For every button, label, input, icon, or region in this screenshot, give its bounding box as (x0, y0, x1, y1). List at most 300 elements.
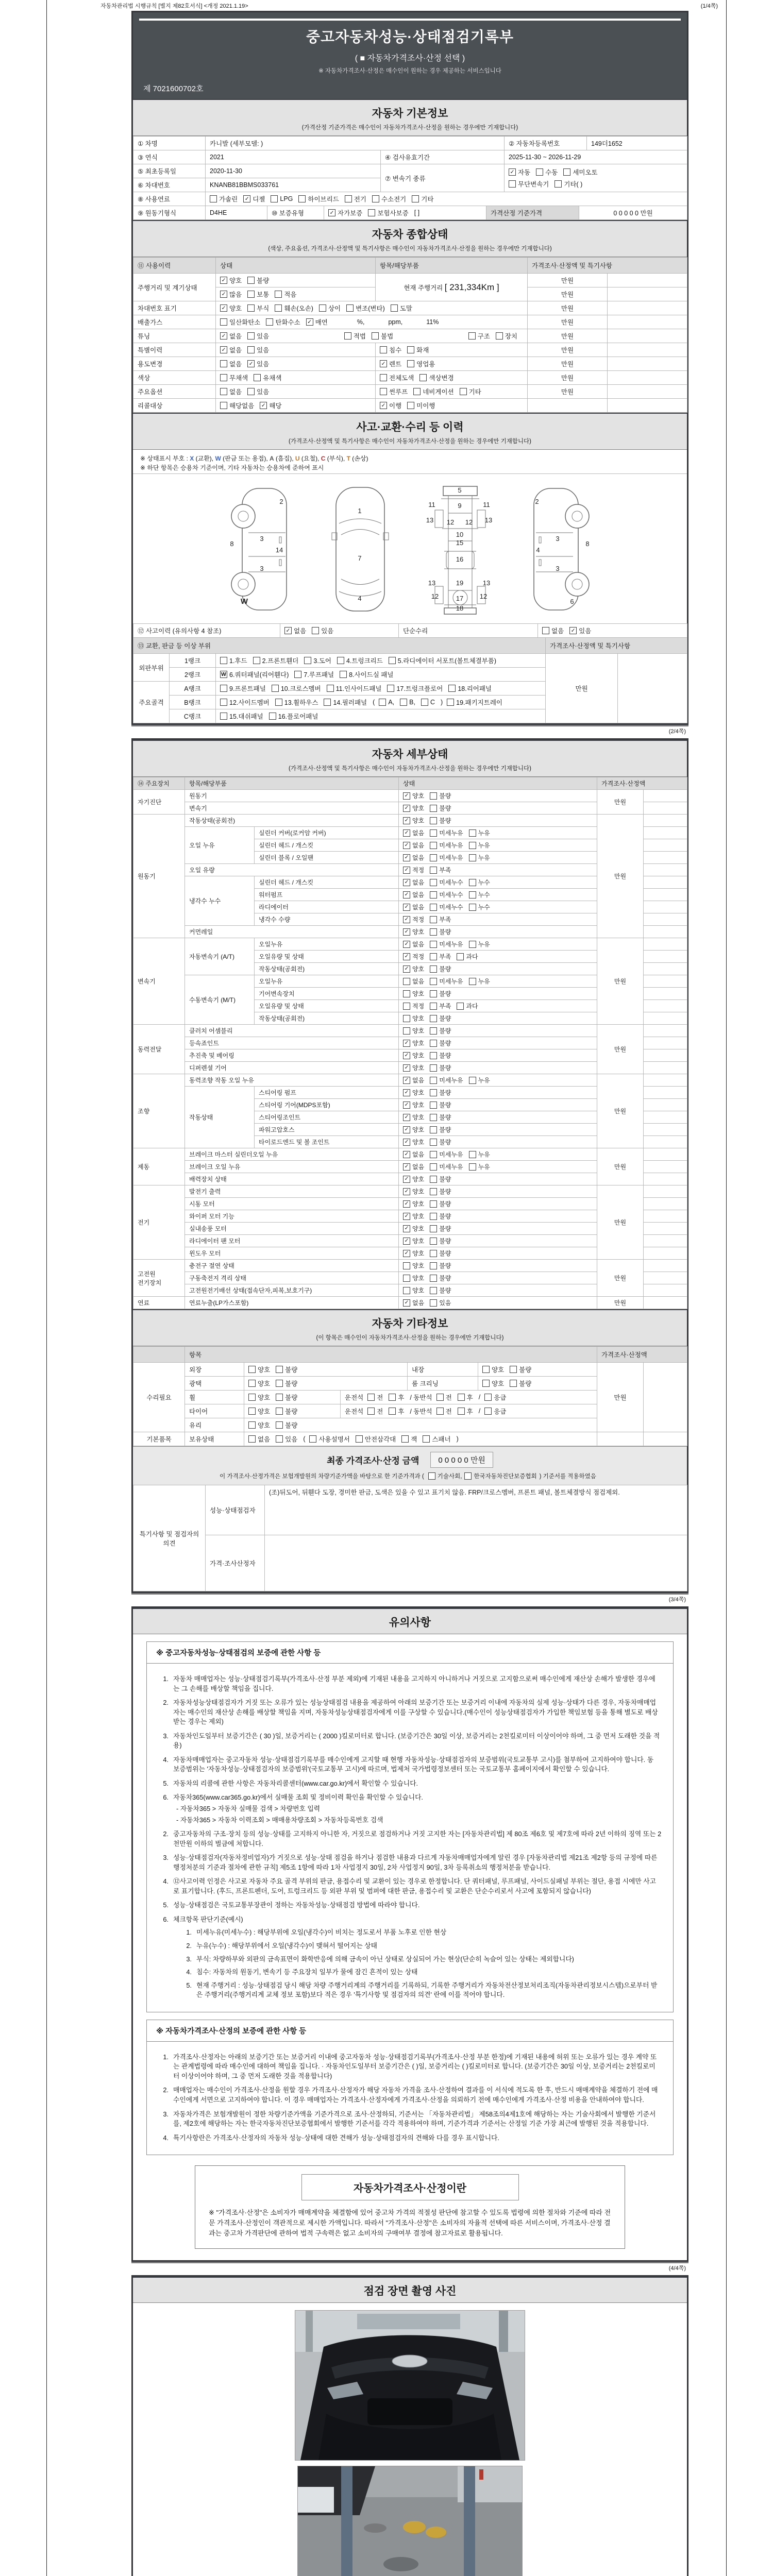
checkbox-box-icon[interactable] (430, 1089, 437, 1096)
checkbox-box-icon[interactable] (448, 685, 456, 692)
checkbox-box-icon[interactable] (469, 842, 476, 849)
checkbox[interactable] (337, 656, 383, 665)
checkbox-box-icon[interactable] (407, 402, 414, 409)
checkbox-checked-icon[interactable]: ✓ (328, 209, 335, 216)
checkbox-checked-icon[interactable]: ✓ (220, 304, 227, 312)
checkbox[interactable] (430, 977, 463, 986)
checkbox-box-icon[interactable] (430, 1027, 437, 1035)
checkbox-box-icon[interactable] (458, 1408, 465, 1415)
checkbox[interactable] (403, 927, 424, 936)
checkbox-box-icon[interactable] (554, 180, 562, 188)
checkbox-box-icon[interactable] (430, 805, 437, 812)
checkbox[interactable] (447, 698, 502, 707)
checkbox[interactable] (220, 670, 289, 679)
checkbox[interactable] (220, 401, 254, 410)
checkbox[interactable] (276, 1434, 297, 1444)
checkbox-checked-icon[interactable]: ✓ (403, 1052, 410, 1059)
checkbox-box-icon[interactable] (510, 1366, 517, 1373)
checkbox-box-icon[interactable] (430, 941, 437, 948)
checkbox[interactable] (403, 804, 424, 812)
checkbox[interactable] (327, 684, 382, 693)
checkbox[interactable] (389, 1393, 404, 1402)
checkbox-box-icon[interactable] (469, 978, 476, 985)
checkbox-box-icon[interactable] (419, 374, 427, 381)
checkbox-mark-icon[interactable]: W (220, 671, 227, 678)
checkbox-box-icon[interactable] (510, 1380, 517, 1387)
checkbox[interactable] (403, 1212, 424, 1221)
checkbox-checked-icon[interactable]: ✓ (403, 1299, 410, 1307)
checkbox[interactable] (312, 626, 333, 635)
checkbox-box-icon[interactable] (271, 195, 278, 202)
checkbox[interactable] (403, 1150, 424, 1159)
checkbox[interactable] (380, 373, 414, 382)
checkbox-box-icon[interactable] (391, 304, 398, 312)
checkbox-box-icon[interactable] (220, 685, 227, 692)
checkbox[interactable] (248, 1406, 270, 1416)
checkbox[interactable] (403, 952, 424, 961)
checkbox[interactable] (247, 276, 269, 285)
checkbox-box-icon[interactable] (344, 332, 351, 340)
checkbox[interactable] (509, 167, 530, 177)
checkbox-checked-icon[interactable]: ✓ (403, 1064, 410, 1072)
checkbox[interactable] (430, 1150, 463, 1159)
checkbox-box-icon[interactable] (380, 374, 387, 381)
checkbox[interactable] (469, 1162, 490, 1171)
checkbox[interactable] (403, 1224, 424, 1233)
checkbox-checked-icon[interactable]: ✓ (403, 1151, 410, 1158)
checkbox[interactable] (403, 989, 424, 998)
checkbox[interactable] (220, 373, 248, 382)
checkbox-box-icon[interactable] (327, 685, 334, 692)
checkbox-box-icon[interactable] (496, 332, 503, 340)
checkbox[interactable] (403, 903, 424, 911)
checkbox[interactable] (430, 1125, 451, 1134)
checkbox[interactable] (407, 345, 429, 354)
checkbox-box-icon[interactable] (430, 1225, 437, 1232)
checkbox[interactable] (220, 345, 242, 354)
checkbox[interactable] (430, 903, 463, 911)
checkbox[interactable] (430, 1138, 451, 1146)
checkbox[interactable] (403, 816, 424, 825)
checkbox[interactable] (468, 331, 490, 341)
checkbox[interactable] (403, 1088, 424, 1097)
checkbox[interactable] (496, 331, 517, 341)
checkbox[interactable] (309, 1434, 349, 1444)
checkbox[interactable] (430, 952, 451, 961)
checkbox-box-icon[interactable] (276, 1408, 283, 1415)
checkbox-checked-icon[interactable]: ✓ (403, 904, 410, 911)
checkbox[interactable] (403, 1249, 424, 1258)
checkbox[interactable] (542, 626, 564, 635)
checkbox[interactable] (430, 1076, 463, 1084)
checkbox[interactable] (419, 373, 453, 382)
checkbox[interactable] (356, 1434, 396, 1444)
checkbox[interactable] (220, 656, 247, 665)
checkbox-checked-icon[interactable]: ✓ (380, 360, 387, 367)
checkbox[interactable] (400, 699, 415, 706)
checkbox-checked-icon[interactable]: ✓ (403, 891, 410, 899)
checkbox[interactable] (430, 878, 463, 887)
checkbox[interactable] (328, 208, 362, 217)
checkbox-box-icon[interactable] (509, 180, 516, 188)
checkbox[interactable] (403, 1261, 424, 1270)
checkbox-box-icon[interactable] (447, 699, 454, 706)
checkbox-checked-icon[interactable]: ✓ (403, 879, 410, 886)
checkbox-checked-icon[interactable]: ✓ (243, 195, 250, 202)
checkbox-box-icon[interactable] (387, 685, 394, 692)
checkbox-box-icon[interactable] (220, 713, 227, 720)
checkbox-checked-icon[interactable]: ✓ (403, 1238, 410, 1245)
checkbox[interactable] (403, 1138, 424, 1146)
checkbox-box-icon[interactable] (401, 1435, 409, 1443)
checkbox[interactable] (403, 791, 424, 800)
checkbox-box-icon[interactable] (413, 388, 421, 395)
checkbox[interactable] (389, 1406, 404, 1416)
checkbox-box-icon[interactable] (536, 168, 543, 176)
checkbox-checked-icon[interactable]: ✓ (403, 1176, 410, 1183)
checkbox-box-icon[interactable] (345, 195, 352, 202)
checkbox-box-icon[interactable] (403, 1027, 410, 1035)
checkbox-box-icon[interactable] (403, 990, 410, 997)
checkbox[interactable] (403, 1002, 424, 1010)
checkbox-box-icon[interactable] (430, 1275, 437, 1282)
checkbox[interactable] (482, 1365, 504, 1374)
checkbox-box-icon[interactable] (469, 891, 476, 899)
checkbox-box-icon[interactable] (469, 1163, 476, 1171)
checkbox-checked-icon[interactable]: ✓ (403, 1114, 410, 1121)
checkbox-box-icon[interactable] (430, 1163, 437, 1171)
checkbox-checked-icon[interactable]: ✓ (403, 928, 410, 936)
checkbox[interactable] (220, 317, 260, 327)
checkbox-checked-icon[interactable]: ✓ (403, 1213, 410, 1220)
checkbox[interactable] (248, 1420, 270, 1430)
checkbox-box-icon[interactable] (430, 1015, 437, 1022)
checkbox[interactable] (510, 1379, 531, 1388)
checkbox-box-icon[interactable] (430, 1299, 437, 1307)
checkbox-box-icon[interactable] (276, 1380, 283, 1387)
checkbox[interactable] (469, 853, 490, 862)
checkbox[interactable] (536, 167, 558, 177)
checkbox-box-icon[interactable] (407, 360, 414, 367)
checkbox-box-icon[interactable] (430, 891, 437, 899)
checkbox[interactable] (294, 670, 334, 679)
checkbox[interactable] (247, 359, 269, 368)
checkbox-box-icon[interactable] (436, 1394, 444, 1401)
checkbox[interactable] (304, 656, 331, 665)
checkbox[interactable] (457, 952, 478, 961)
checkbox[interactable] (248, 1379, 270, 1388)
checkbox-box-icon[interactable] (248, 1394, 256, 1401)
checkbox-checked-icon[interactable]: ✓ (403, 941, 410, 948)
checkbox[interactable] (220, 359, 242, 368)
checkbox[interactable] (464, 1472, 536, 1480)
checkbox[interactable] (469, 828, 490, 837)
checkbox[interactable] (430, 915, 451, 924)
checkbox[interactable] (430, 1212, 451, 1221)
checkbox[interactable] (260, 401, 281, 410)
checkbox[interactable] (276, 1393, 297, 1402)
checkbox-box-icon[interactable] (247, 388, 255, 395)
checkbox[interactable] (367, 1406, 383, 1416)
checkbox-checked-icon[interactable]: ✓ (220, 346, 227, 353)
checkbox[interactable] (403, 940, 424, 948)
checkbox-box-icon[interactable] (430, 1114, 437, 1121)
checkbox-box-icon[interactable] (403, 1275, 410, 1282)
checkbox-box-icon[interactable] (421, 699, 428, 706)
checkbox-box-icon[interactable] (469, 829, 476, 837)
checkbox-box-icon[interactable] (247, 332, 255, 340)
checkbox-checked-icon[interactable]: ✓ (403, 965, 410, 973)
checkbox[interactable] (403, 1039, 424, 1047)
checkbox[interactable] (403, 841, 424, 850)
checkbox[interactable] (367, 1393, 383, 1402)
checkbox[interactable] (379, 699, 394, 706)
checkbox-box-icon[interactable] (484, 1394, 492, 1401)
checkbox[interactable] (563, 167, 597, 177)
checkbox-box-icon[interactable] (210, 195, 217, 202)
checkbox-checked-icon[interactable]: ✓ (403, 805, 410, 812)
checkbox[interactable] (430, 1014, 451, 1023)
checkbox[interactable] (403, 915, 424, 924)
checkbox[interactable] (276, 1420, 297, 1430)
checkbox[interactable] (403, 1113, 424, 1122)
checkbox[interactable] (210, 194, 238, 204)
checkbox[interactable] (306, 317, 328, 327)
checkbox-box-icon[interactable] (266, 318, 273, 326)
checkbox-box-icon[interactable] (436, 1408, 444, 1415)
checkbox-box-icon[interactable] (389, 657, 396, 664)
checkbox[interactable] (254, 373, 281, 382)
checkbox[interactable] (484, 1393, 506, 1402)
checkbox[interactable] (469, 903, 490, 911)
checkbox-box-icon[interactable] (430, 1077, 437, 1084)
checkbox[interactable] (403, 1063, 424, 1072)
checkbox[interactable] (430, 927, 451, 936)
checkbox-box-icon[interactable] (220, 657, 227, 664)
checkbox[interactable] (403, 1076, 424, 1084)
checkbox-box-icon[interactable] (430, 829, 437, 837)
checkbox[interactable] (430, 804, 451, 812)
checkbox-box-icon[interactable] (372, 332, 379, 340)
checkbox[interactable] (346, 303, 385, 313)
checkbox-box-icon[interactable] (319, 304, 326, 312)
checkbox[interactable] (403, 1014, 424, 1023)
checkbox[interactable] (403, 1162, 424, 1171)
checkbox[interactable] (401, 1434, 417, 1444)
checkbox-box-icon[interactable] (430, 817, 437, 824)
checkbox-box-icon[interactable] (403, 1262, 410, 1269)
checkbox-box-icon[interactable] (324, 699, 331, 706)
checkbox-box-icon[interactable] (412, 195, 419, 202)
checkbox[interactable] (430, 841, 463, 850)
checkbox[interactable] (372, 194, 406, 204)
checkbox-box-icon[interactable] (403, 1003, 410, 1010)
checkbox-box-icon[interactable] (430, 978, 437, 985)
checkbox-checked-icon[interactable]: ✓ (403, 1250, 410, 1257)
checkbox[interactable] (484, 1406, 506, 1416)
checkbox[interactable] (430, 1236, 451, 1245)
checkbox-checked-icon[interactable]: ✓ (220, 291, 227, 298)
checkbox-box-icon[interactable] (372, 195, 379, 202)
checkbox-box-icon[interactable] (430, 953, 437, 960)
checkbox-box-icon[interactable] (276, 1366, 283, 1373)
checkbox[interactable] (345, 194, 366, 204)
checkbox-box-icon[interactable] (458, 1394, 465, 1401)
checkbox-box-icon[interactable] (247, 346, 255, 353)
checkbox[interactable] (469, 940, 490, 948)
checkbox-checked-icon[interactable]: ✓ (403, 829, 410, 837)
checkbox[interactable] (220, 387, 242, 396)
checkbox-checked-icon[interactable]: ✓ (403, 867, 410, 874)
checkbox[interactable] (469, 1150, 490, 1159)
checkbox-box-icon[interactable] (220, 402, 227, 409)
checkbox-box-icon[interactable] (294, 671, 301, 678)
checkbox[interactable] (248, 1434, 270, 1444)
checkbox[interactable] (276, 1365, 297, 1374)
checkbox[interactable] (319, 303, 341, 313)
checkbox-box-icon[interactable] (469, 1077, 476, 1084)
checkbox[interactable] (380, 387, 408, 396)
checkbox[interactable] (403, 1199, 424, 1208)
checkbox[interactable] (430, 1175, 451, 1183)
checkbox[interactable] (391, 303, 412, 313)
checkbox[interactable] (403, 1274, 424, 1282)
checkbox-box-icon[interactable] (430, 1101, 437, 1109)
checkbox-checked-icon[interactable]: ✓ (403, 792, 410, 800)
checkbox-box-icon[interactable] (220, 360, 227, 367)
checkbox-checked-icon[interactable]: ✓ (403, 817, 410, 824)
checkbox[interactable] (448, 684, 492, 693)
checkbox-box-icon[interactable] (304, 657, 311, 664)
checkbox[interactable] (340, 670, 393, 679)
checkbox-box-icon[interactable] (253, 657, 260, 664)
checkbox[interactable] (403, 1100, 424, 1109)
checkbox[interactable] (389, 656, 496, 665)
checkbox-box-icon[interactable] (368, 209, 375, 216)
checkbox[interactable] (403, 1187, 424, 1196)
checkbox-box-icon[interactable] (248, 1435, 256, 1443)
checkbox[interactable] (509, 179, 549, 189)
checkbox-checked-icon[interactable]: ✓ (403, 854, 410, 861)
checkbox-box-icon[interactable] (430, 990, 437, 997)
checkbox[interactable] (271, 195, 293, 202)
checkbox-box-icon[interactable] (430, 792, 437, 800)
checkbox-box-icon[interactable] (430, 1238, 437, 1245)
checkbox[interactable] (460, 387, 481, 396)
checkbox-box-icon[interactable] (469, 904, 476, 911)
checkbox-checked-icon[interactable]: ✓ (247, 360, 255, 367)
checkbox[interactable] (430, 1224, 451, 1233)
checkbox[interactable] (380, 345, 401, 354)
checkbox[interactable] (436, 1393, 452, 1402)
checkbox-checked-icon[interactable]: ✓ (284, 627, 292, 634)
checkbox[interactable] (220, 711, 263, 721)
checkbox[interactable] (380, 401, 401, 410)
checkbox[interactable] (469, 878, 490, 887)
checkbox[interactable] (266, 317, 300, 327)
checkbox-box-icon[interactable] (482, 1380, 490, 1387)
checkbox[interactable] (430, 1039, 451, 1047)
checkbox[interactable] (430, 940, 463, 948)
checkbox-box-icon[interactable] (430, 867, 437, 874)
checkbox[interactable] (430, 1051, 451, 1060)
checkbox-box-icon[interactable] (379, 699, 386, 706)
checkbox-checked-icon[interactable]: ✓ (509, 168, 516, 176)
checkbox-box-icon[interactable] (423, 1435, 430, 1443)
checkbox[interactable] (430, 890, 463, 899)
checkbox[interactable] (248, 1393, 270, 1402)
checkbox[interactable] (324, 698, 367, 707)
checkbox[interactable] (403, 878, 424, 887)
checkbox[interactable] (430, 1261, 451, 1270)
checkbox-checked-icon[interactable]: ✓ (306, 318, 313, 326)
checkbox[interactable] (403, 964, 424, 973)
checkbox[interactable] (247, 303, 269, 313)
checkbox[interactable] (403, 1026, 424, 1035)
checkbox-box-icon[interactable] (400, 699, 407, 706)
checkbox-box-icon[interactable] (430, 1200, 437, 1208)
checkbox-box-icon[interactable] (367, 1394, 375, 1401)
checkbox[interactable] (413, 387, 453, 396)
checkbox-box-icon[interactable] (430, 1064, 437, 1072)
checkbox-checked-icon[interactable]: ✓ (403, 842, 410, 849)
checkbox[interactable] (430, 1274, 451, 1282)
checkbox[interactable] (407, 401, 435, 410)
checkbox-checked-icon[interactable]: ✓ (403, 1188, 410, 1195)
checkbox[interactable] (247, 290, 269, 299)
checkbox-checked-icon[interactable]: ✓ (403, 916, 410, 923)
checkbox-box-icon[interactable] (430, 1126, 437, 1133)
checkbox-box-icon[interactable] (430, 1188, 437, 1195)
checkbox-box-icon[interactable] (380, 346, 387, 353)
checkbox[interactable] (284, 626, 306, 635)
checkbox[interactable] (403, 1236, 424, 1245)
checkbox[interactable] (247, 331, 269, 341)
checkbox[interactable] (430, 1162, 463, 1171)
checkbox[interactable] (403, 1298, 424, 1307)
checkbox[interactable] (247, 345, 269, 354)
checkbox-box-icon[interactable] (403, 1287, 410, 1294)
checkbox[interactable] (469, 890, 490, 899)
checkbox[interactable] (387, 684, 443, 693)
checkbox-box-icon[interactable] (407, 346, 414, 353)
checkbox[interactable] (430, 1026, 451, 1035)
checkbox[interactable] (430, 1063, 451, 1072)
checkbox[interactable] (430, 816, 451, 825)
checkbox-checked-icon[interactable]: ✓ (403, 1040, 410, 1047)
checkbox-box-icon[interactable] (430, 1250, 437, 1257)
checkbox-checked-icon[interactable]: ✓ (403, 1101, 410, 1109)
checkbox-checked-icon[interactable]: ✓ (403, 1225, 410, 1232)
checkbox-box-icon[interactable] (464, 1472, 472, 1480)
checkbox[interactable] (253, 656, 299, 665)
checkbox-box-icon[interactable] (389, 1408, 396, 1415)
checkbox-box-icon[interactable] (430, 1139, 437, 1146)
checkbox-checked-icon[interactable]: ✓ (403, 1077, 410, 1084)
checkbox-box-icon[interactable] (430, 854, 437, 861)
checkbox[interactable] (368, 208, 408, 217)
checkbox[interactable] (430, 1002, 451, 1010)
checkbox[interactable] (344, 331, 366, 341)
checkbox[interactable] (458, 1393, 473, 1402)
checkbox-box-icon[interactable] (248, 1366, 256, 1373)
checkbox-box-icon[interactable] (430, 1151, 437, 1158)
checkbox[interactable] (403, 1051, 424, 1060)
checkbox-box-icon[interactable] (457, 953, 464, 960)
checkbox[interactable] (430, 1088, 451, 1097)
checkbox-box-icon[interactable] (346, 304, 354, 312)
checkbox[interactable] (430, 1298, 451, 1307)
